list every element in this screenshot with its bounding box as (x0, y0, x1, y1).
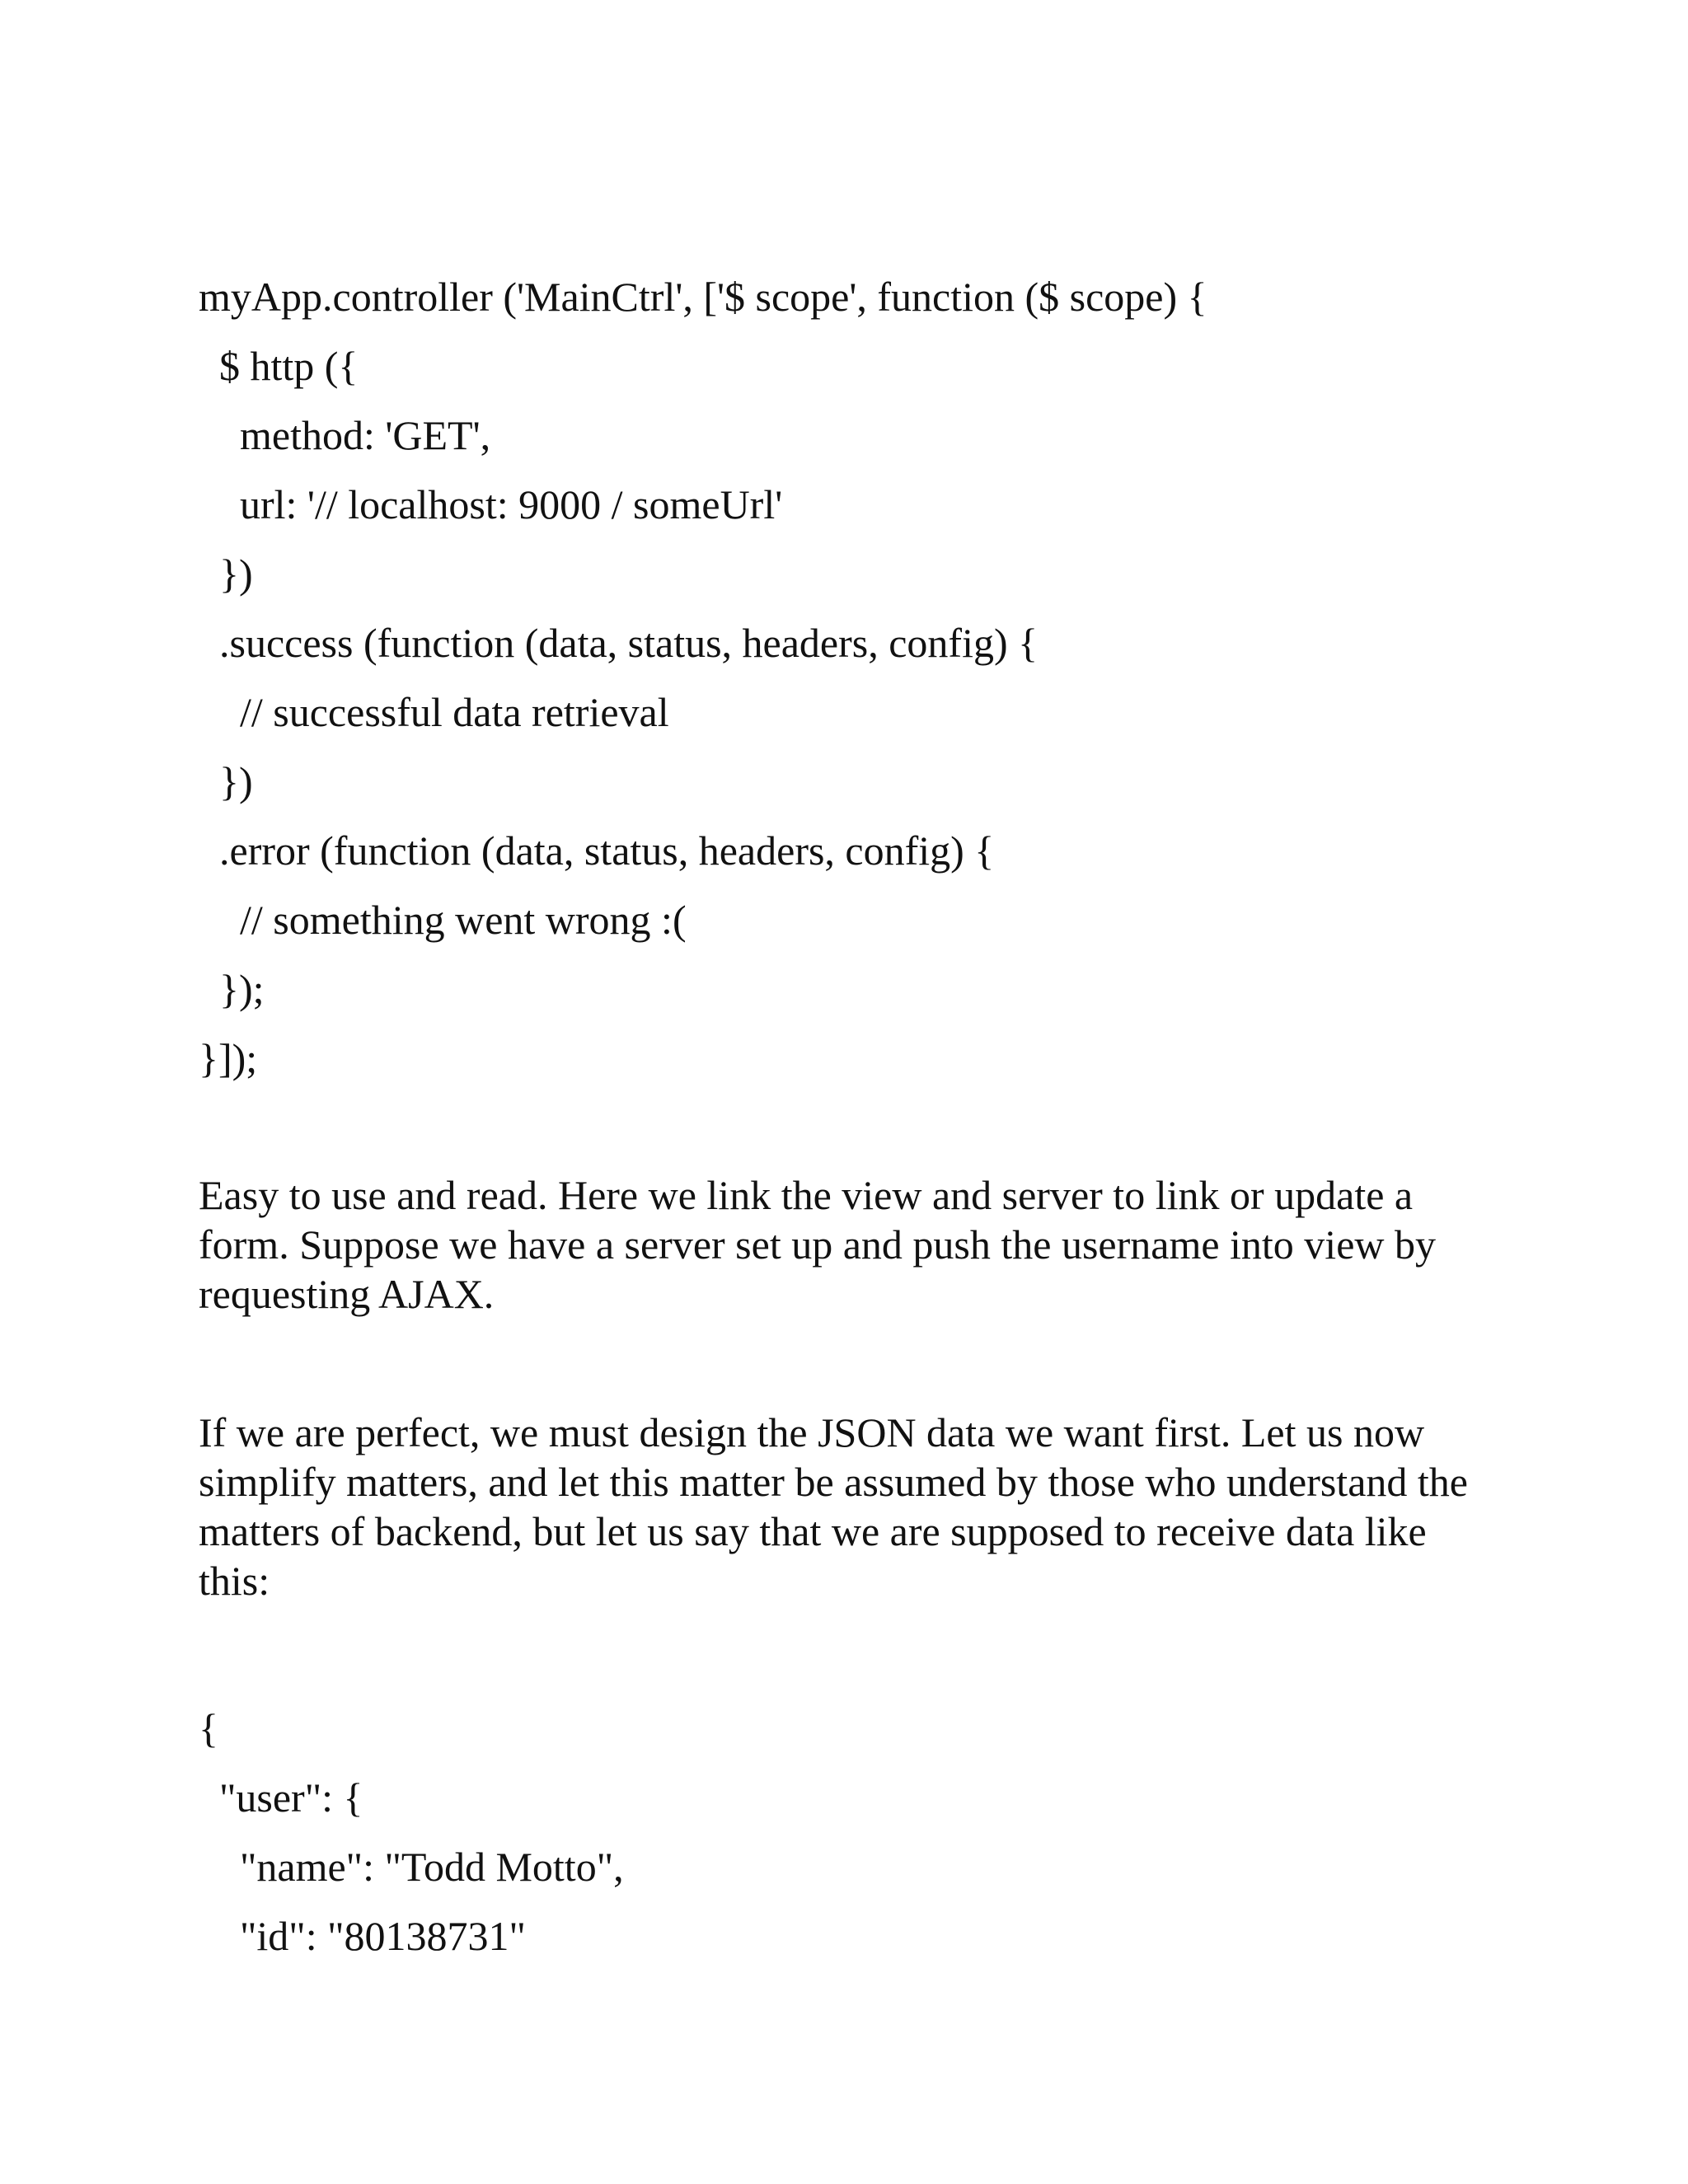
code-line: // successful data retrieval (199, 689, 669, 735)
code-line: "id": "80138731" (199, 1913, 526, 1959)
code-line: .error (function (data, status, headers, config) { (199, 827, 995, 874)
code-line: "user": { (199, 1774, 363, 1821)
paragraph-json-design: If we are perfect, we must design the JSON data we want first. Let us now simplify matters, and let this matter be assumed by those who understand the matters of backend, but let us say that we are supposed to receive data like this: (199, 1409, 1468, 1604)
code-line: }); (199, 966, 265, 1012)
code-line: method: 'GET', (199, 412, 491, 458)
code-line: url: '// localhost: 9000 / someUrl' (199, 481, 783, 527)
code-line: { (199, 1705, 218, 1751)
code-line: "name": "Todd Motto", (199, 1844, 624, 1890)
code-line: }) (199, 758, 253, 804)
code-block-json (199, 1694, 624, 1971)
code-block-controller (199, 262, 1207, 1093)
paragraph-ajax-intro: Easy to use and read. Here we link the view and server to link or update a form. Suppose we have a server set up and push the username into view by requesting AJAX. (199, 1172, 1437, 1317)
code-line: }) (199, 551, 253, 597)
code-line: myApp.controller ('MainCtrl', ['$ scope', function ($ scope) { (199, 274, 1207, 320)
code-line: $ http ({ (199, 343, 359, 389)
code-line: .success (function (data, status, headers, config) { (199, 620, 1039, 666)
code-line: // something went wrong :( (199, 897, 687, 943)
code-line: }]); (199, 1035, 258, 1081)
